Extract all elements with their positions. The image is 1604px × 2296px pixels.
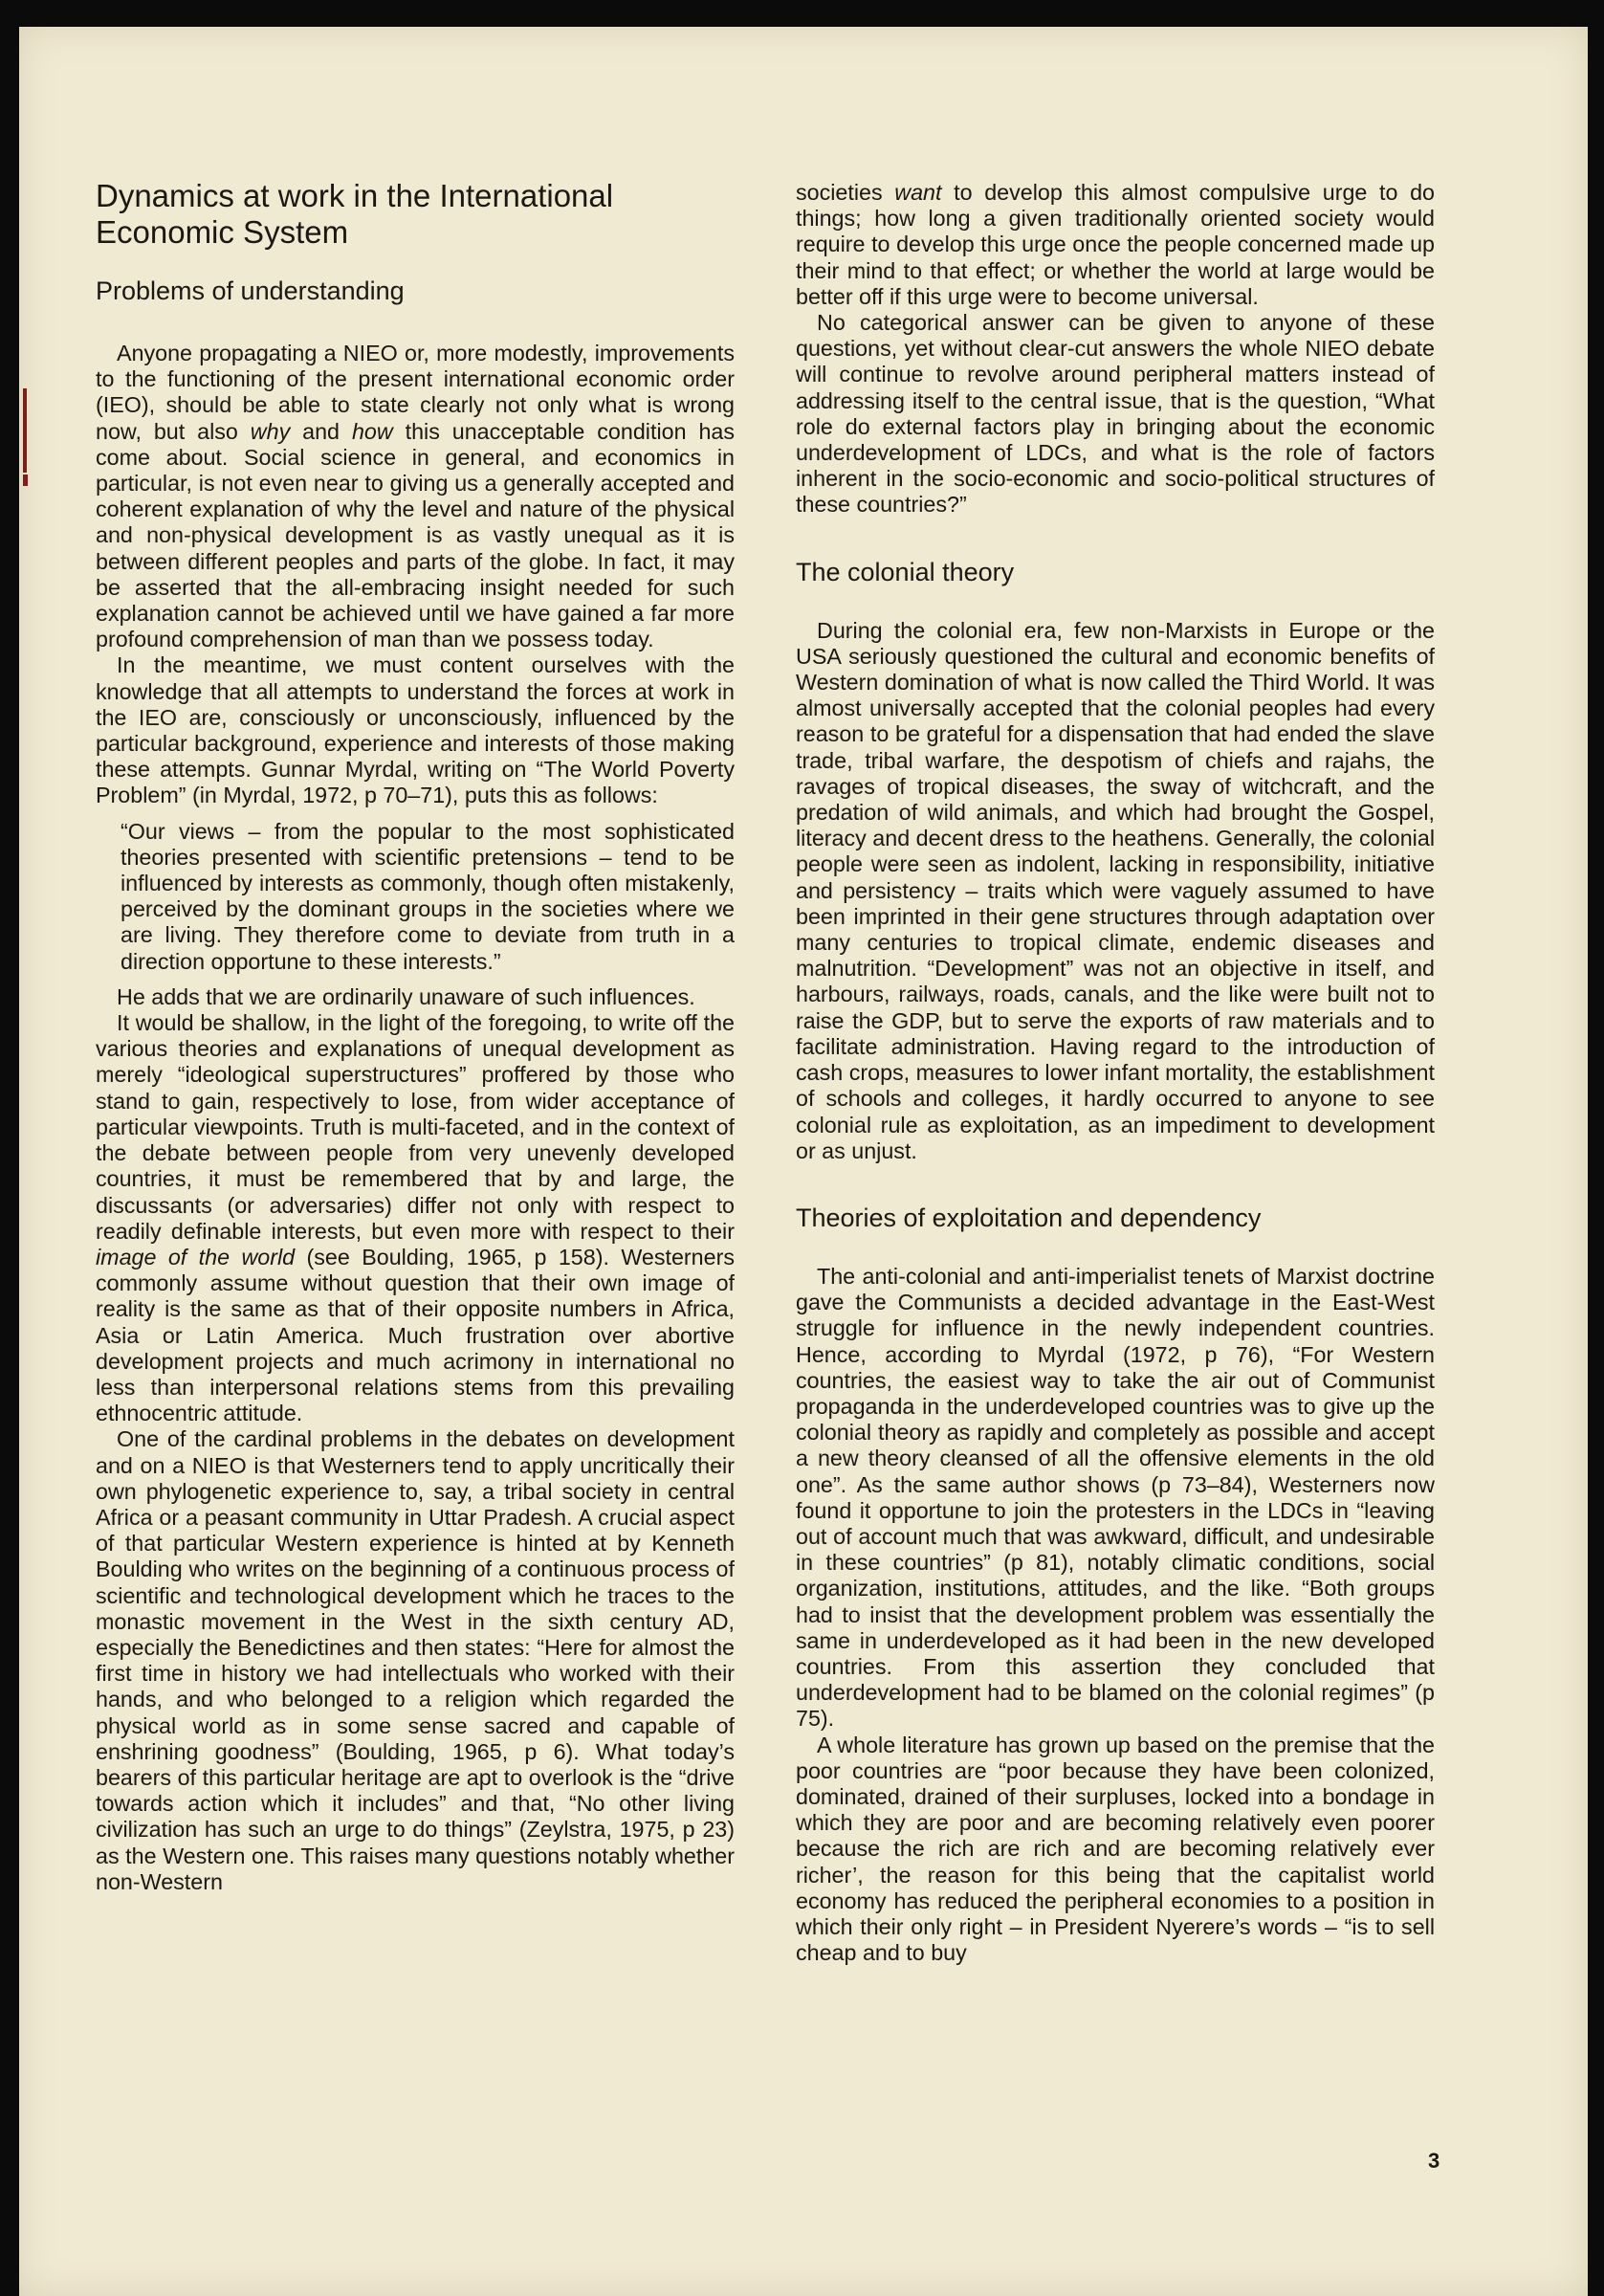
section-heading-problems: Problems of understanding: [96, 276, 405, 305]
article-title: Dynamics at work in the International Economic System: [96, 178, 614, 250]
paragraph: A whole literature has grown up based on the premise that the poor countries are “poor because they have been colonized, dominated, drained of their surpluses, locked into a bondage in which they are poor and are becoming relatively even poorer because the rich are rich and are becoming relatively ever richer’, the reason for this being that the capitalist world economy has reduced the peripheral economies to a position in which their only right – in President Nyerere’s words – “is to sell cheap and to buy: [796, 1732, 1435, 1966]
section-heading-colonial-theory: The colonial theory: [796, 557, 1015, 586]
left-column: [96, 178, 735, 1895]
paragraph: The anti-colonial and anti-imperialist tenets of Marxist doctrine gave the Communists a decided advantage in the East-West struggle for influence in the newly independent countries. Hence, according to Myrdal (1972, p 76), “For Western countries, the easiest way to take the air out of Communist propaganda in the underdeveloped countries was to give up the colonial theory as rapidly and completely as possible and accept a new theory cleansed of all the offensive elements in the old one”. As the same author shows (p 73–84), Westerners now found it opportune to join the protesters in the LDCs in “leaving out of account much that was awkward, difficult, and undesirable in these countries” (p 81), notably climatic conditions, social organization, institutions, attitudes, and the like. “Both groups had to insist that the development problem was essentially the same in underdeveloped as it had been in the new developed countries. From this assertion they concluded that underdevelopment had to be blamed on the colonial regimes” (p 75).: [796, 1263, 1435, 1732]
paragraph: He adds that we are ordinarily unaware of such influences.: [117, 983, 695, 1009]
paragraph: No categorical answer can be given to anyone of these questions, yet without clear-cut answers the whole NIEO debate will continue to revolve around peripheral matters instead of addressing itself to the central issue, that is the question, “What role do external factors play in bringing about the economic underdevelopment of LDCs, and what is the role of factors inherent in the socio-economic and socio-political structures of these countries?”: [796, 310, 1435, 518]
page-number: 3: [1428, 2149, 1440, 2173]
margin-mark: [23, 388, 27, 473]
right-column: [796, 180, 1435, 1966]
paragraph: One of the cardinal problems in the debates on development and on a NIEO is that Westerners tend to apply uncritically their own phylogenetic experience to, say, a tribal society in central Africa or a peasant community in Uttar Pradesh. A crucial aspect of that particular Western experience is hinted at by Kenneth Boulding who writes on the beginning of a continuous process of scientific and technological development which he traces to the monastic movement in the West in the sixth century AD, especially the Benedictines and then states: “Here for almost the first time in history we had intellectuals who worked with their hands, and who belonged to a religion which regarded the physical world as in some sense sacred and capable of enshrining goodness” (Boulding, 1965, p 6). What today’s bearers of this particular heritage are apt to overlook is the “drive towards action which it includes” and that, “No other living civilization has such an urge to do things” (Zeylstra, 1975, p 23) as the Western one. This raises many questions notably whether non-Western: [96, 1426, 735, 1894]
paragraph: During the colonial era, few non-Marxists in Europe or the USA seriously questioned the cultural and economic benefits of Western domination of what is now called the Third World. It was almost universally accepted that the colonial peoples had every reason to be grateful for a dispensation that had ended the slave trade, tribal warfare, the despotism of chiefs and rajahs, the ravages of tropical diseases, the sway of witchcraft, and the predation of wild animals, and which had brought the Gospel, literacy and decent dress to the heathens. Generally, the colonial people were seen as indolent, lacking in responsibility, initiative and persistency – traits which were vaguely assumed to have been imprinted in their gene structures through adaptation over many centuries to tropical climate, endemic diseases and malnutrition. “Development” was not an objective in itself, and harbours, railways, roads, canals, and the like were built not to raise the GDP, but to serve the exports of raw materials and to facilitate administration. Having regard to the introduction of cash crops, measures to lower infant mortality, the establishment of schools and colleges, it hardly occurred to anyone to see colonial rule as exploitation, as an impediment to development or as unjust.: [796, 617, 1435, 1163]
block-quote: “Our views – from the popular to the most sophisticated theories presented with scientific pretensions – tend to be influenced by interests as commonly, though often mistakenly, perceived by the dominant groups in the societies where we are living. They therefore come to deviate from truth in a direction opportune to these interests.”: [121, 818, 735, 974]
margin-mark: [23, 475, 28, 486]
paragraph: Anyone propagating a NIEO or, more modestly, improvements to the functioning of the present international economic order (IEO), should be able to state clearly not only what is wrong now, but also why and how this unacceptable condition has come about. Social science in general, and economics in particular, is not even near to giving us a generally accepted and coherent explanation of why the level and nature of the physical and non-physical development is as vastly unequal as it is between different peoples and parts of the globe. In fact, it may be asserted that the all-embracing insight needed for such explanation cannot be achieved until we have gained a far more profound comprehension of man than we possess today.: [96, 341, 736, 652]
paragraph: societies want to develop this almost compulsive urge to do things; how long a given traditionally oriented society would require to develop this urge once the people concerned made up their mind to that effect; or whether the world at large would be better off if this urge were to become universal.: [796, 180, 1435, 309]
section-heading-exploitation-dependency: Theories of exploitation and dependency: [796, 1203, 1262, 1232]
document-page: [19, 27, 1588, 2296]
paragraph: In the meantime, we must content ourselves with the knowledge that all attempts to understand the forces at work in the IEO are, consciously or unconsciously, influenced by the particular background, experience and interests of those making these attempts. Gunnar Myrdal, writing on “The World Poverty Problem” (in Myrdal, 1972, p 70–71), puts this as follows:: [96, 652, 735, 808]
paragraph: It would be shallow, in the light of the foregoing, to write off the various theories and explanations of unequal development as merely “ideological superstructures” proffered by those who stand to gain, respectively to lose, from wider acceptance of particular viewpoints. Truth is multi-faceted, and in the context of the debate between people from very unevenly developed countries, it must be remembered that by and large, the discussants (or adversaries) differ not only with respect to readily definable interests, but even more with respect to their image of the world (see Boulding, 1965, p 158). Westerners commonly assume without question that their own image of reality is the same as that of their opposite numbers in Africa, Asia or Latin America. Much frustration over abortive development projects and much acrimony in international no less than interpersonal relations stems from this prevailing ethnocentric attitude.: [96, 1010, 735, 1426]
